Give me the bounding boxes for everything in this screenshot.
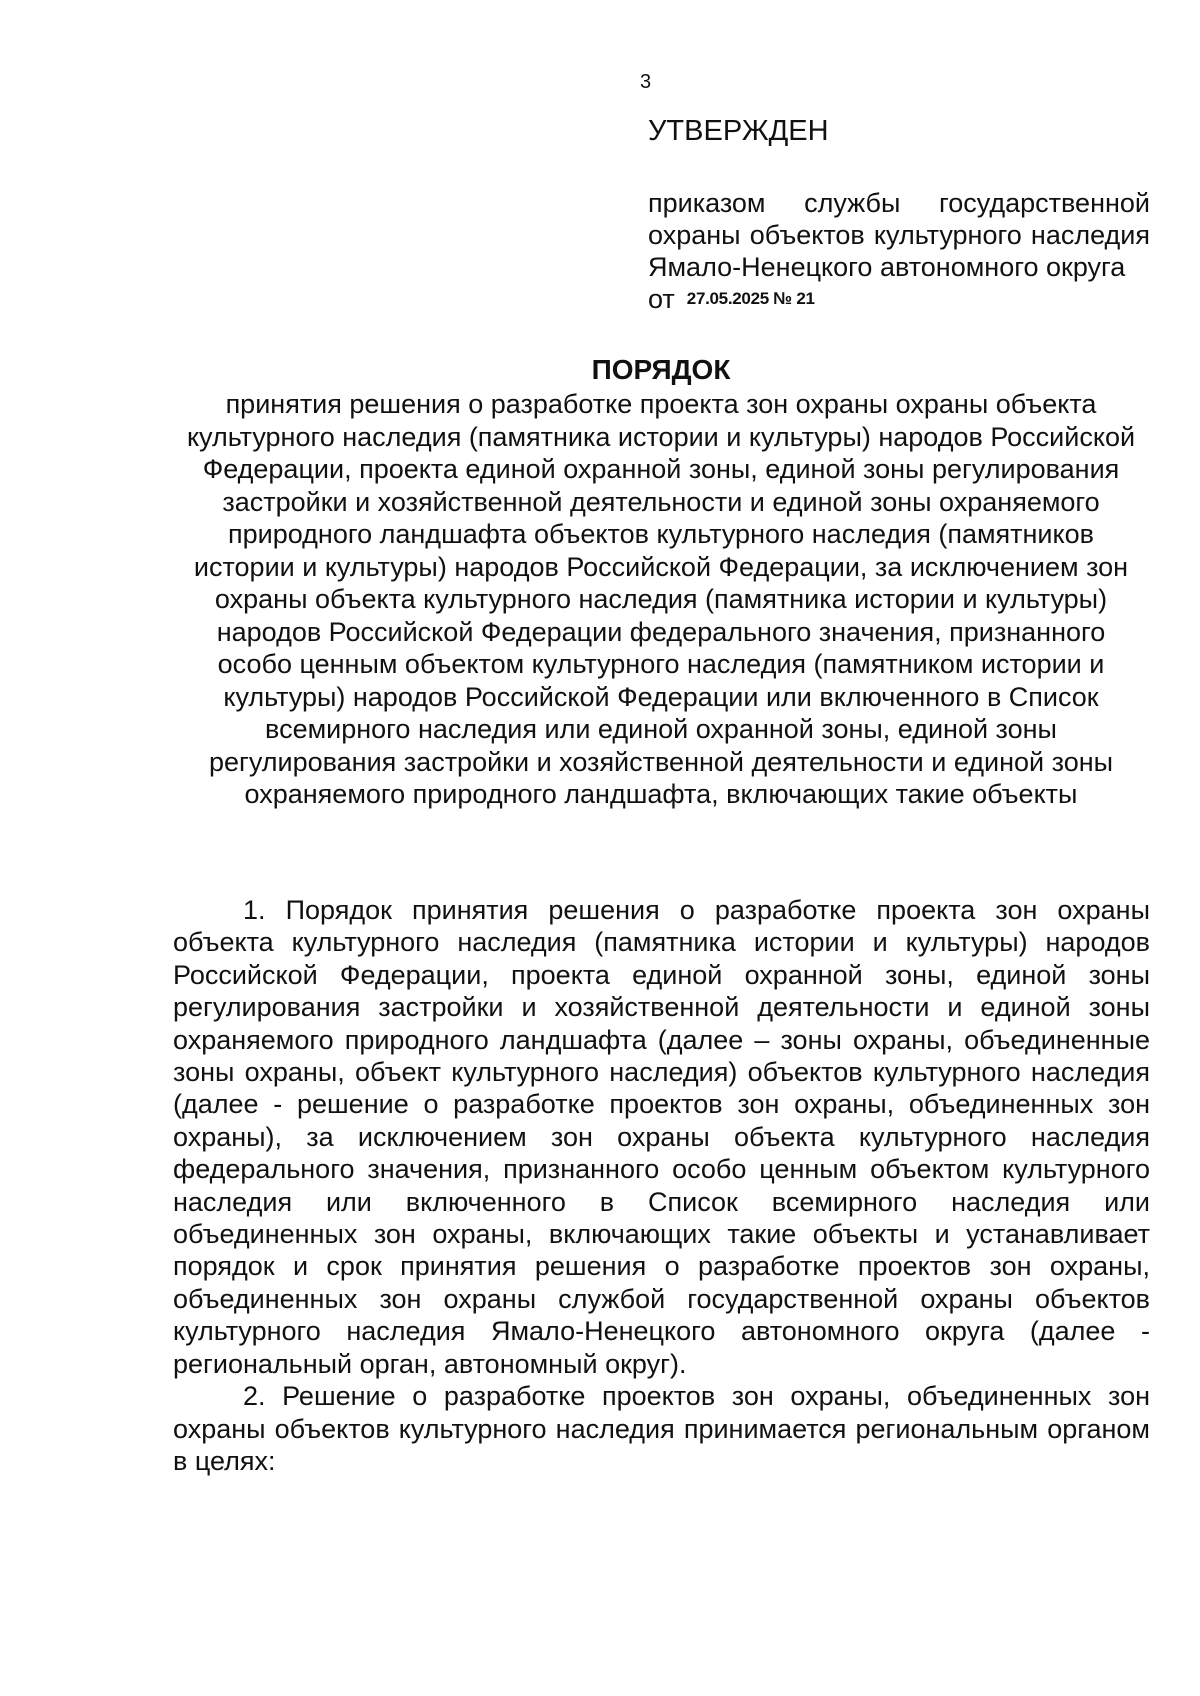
approval-order-text: приказом службы государственной охраны объектов культурного наследия Ямало-Ненецкого автономного округа [648,188,1150,282]
approval-date-prefix: от [648,284,675,314]
approval-date-stamp: 27.05.2025 № 21 [686,289,815,308]
document-title: ПОРЯДОК [591,354,731,385]
document-body [173,894,1150,1477]
document-subtitle: принятия решения о разработке проекта зон охраны охраны объекта культурного наследия (памятника истории и культуры) народов Российской Федерации, проекта единой охранной зоны, единой зоны регулирования застройки и хозяйственной деятельности и единой зоны охраняемого природного ландшафта объектов культурного наследия (памятников истории и культуры) народов Российской Федерации, за исключением зон охраны объекта культурного наследия (памятника истории и культуры) народов Российской Федерации федерального значения, признанного особо ценным объектом культурного наследия (памятником истории и культуры) народов Российской Федерации или включенного в Список всемирного наследия или единой охранной зоны, единой зоны регулирования застройки и хозяйственной деятельности и единой зоны охраняемого природного ландшафта, включающих такие объекты [186,389,1136,809]
approval-heading: УТВЕРЖДЕН [648,115,829,147]
page-number: 3 [640,71,652,93]
paragraph-1: 1. Порядок принятия решения о разработке проекта зон охраны объекта культурного наследия (памятника истории и культуры) народов Российской Федерации, проекта единой охранной зоны, единой зоны регулирования застройки и хозяйственной деятельности и единой зоны охраняемого природного ландшафта (далее – зоны охраны, объединенные зоны охраны, объект культурного наследия) объектов культурного наследия (далее - решение о разработке проектов зон охраны, объединенных зон охраны), за исключением зон охраны объекта культурного наследия федерального значения, признанного особо ценным объектом культурного наследия или включенного в Список всемирного наследия или объединенных зон охраны, включающих такие объекты и устанавливает порядок и срок принятия решения о разработке проектов зон охраны, объединенных зон охраны службой государственной охраны объектов культурного наследия Ямало-Ненецкого автономного округа (далее - региональный орган, автономный округ). [173,895,1150,1379]
approval-date-line [648,283,1150,315]
approval-stamp-block [648,113,1150,315]
document-title-block [182,352,1140,811]
paragraph-2: 2. Решение о разработке проектов зон охраны, объединенных зон охраны объектов культурного наследия принимается региональным органом в целях: [173,1381,1150,1476]
